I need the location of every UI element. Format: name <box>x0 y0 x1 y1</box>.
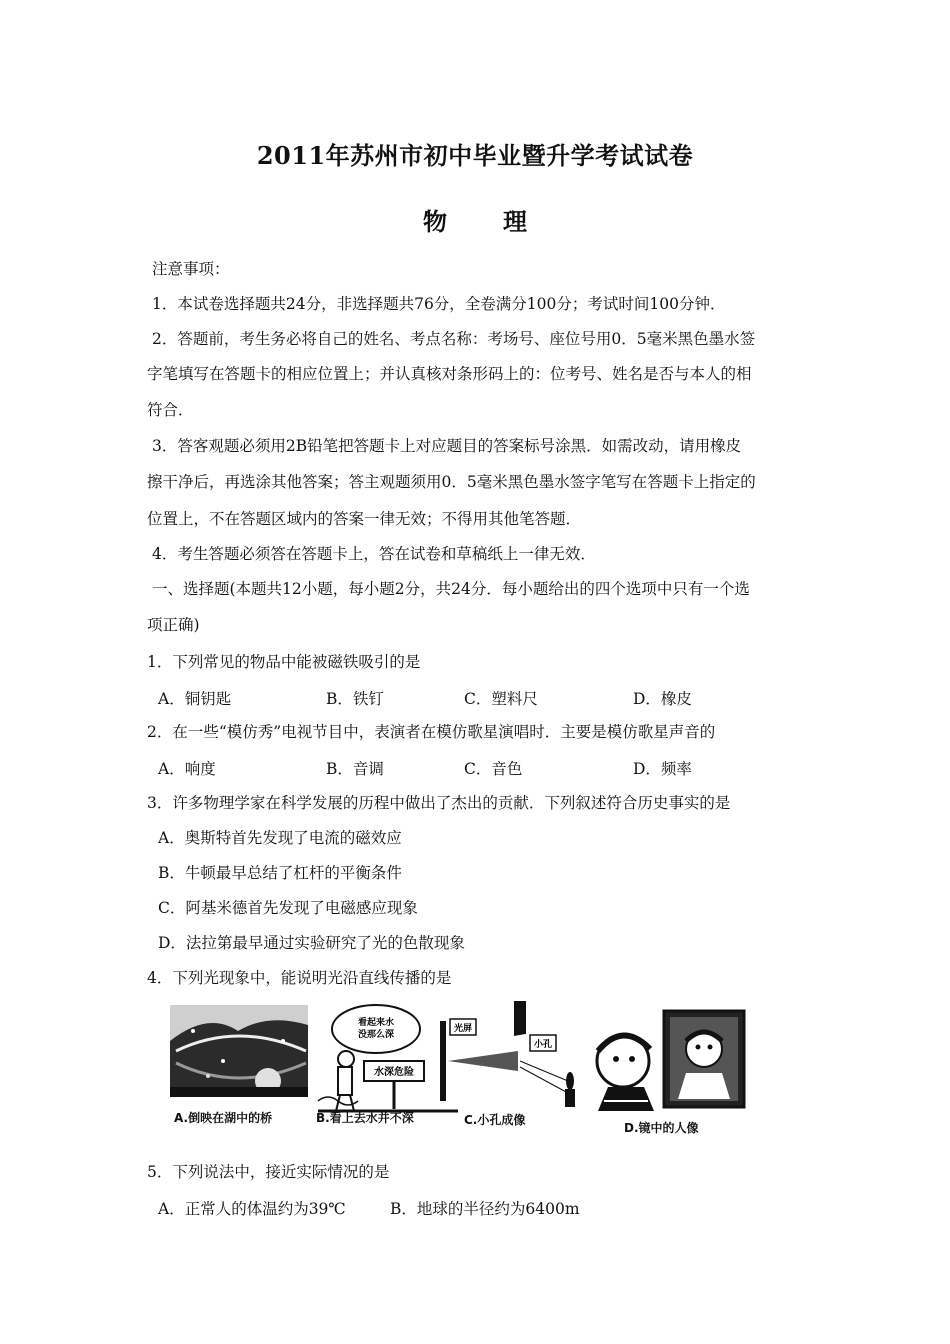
notice-item: 4．考生答题必须答在答题卡上，答在试卷和草稿纸上一律无效． <box>152 545 596 563</box>
question-1-stem: 1．下列常见的物品中能被磁铁吸引的是 <box>147 653 421 671</box>
question-1-options <box>158 687 778 707</box>
danger-sign-text: 水深危险 <box>374 1067 414 1078</box>
question-3-stem: 3．许多物理学家在科学发展的历程中做出了杰出的贡献．下列叙述符合历史事实的是 <box>147 794 731 812</box>
caption-a: A.倒映在湖中的桥 <box>174 1111 273 1125</box>
question-3-option-a: A．奥斯特首先发现了电流的磁效应 <box>158 829 402 847</box>
pinhole-label: 小孔 <box>533 1040 553 1050</box>
caption-c: C.小孔成像 <box>464 1113 526 1127</box>
question-3-option-d: D．法拉第最早通过实验研究了光的色散现象 <box>158 934 465 952</box>
option-b: B．铁钉 <box>326 690 384 708</box>
panel-d-mirror <box>597 1011 744 1111</box>
notice-item: 位置上，不在答题区域内的答案一律无效；不得用其他笔答题． <box>147 510 582 528</box>
notice-item: 2．答题前，考生务必将自己的姓名、考点名称：考场号、座位号用0．5毫米黑色墨水签 <box>152 330 756 348</box>
panel-c-pinhole <box>440 1001 575 1107</box>
subject-title: 物 理 <box>423 207 543 236</box>
section-heading-cont: 项正确) <box>147 616 200 634</box>
notice-item: 擦干净后，再选涂其他答案；答主观题须用0．5毫米黑色墨水签字笔写在答题卡上指定的 <box>147 473 756 491</box>
exam-title: 2011年苏州市初中毕业暨升学考试试卷 <box>256 141 694 170</box>
caption-b: B.看上去水并不深 <box>316 1111 414 1125</box>
section-heading: 一、选择题(本题共12小题，每小题2分，共24分．每小题给出的四个选项中只有一个选 <box>152 580 750 598</box>
notice-item: 符合． <box>147 401 194 419</box>
question-5-options <box>158 1197 778 1217</box>
question-3-option-b: B．牛顿最早总结了杠杆的平衡条件 <box>158 864 402 882</box>
option-d: D．橡皮 <box>633 690 692 708</box>
bubble-text-1: 看起来水 <box>357 1018 395 1028</box>
panel-a-bridge-reflection <box>170 1005 308 1097</box>
option-a: A．正常人的体温约为39℃ <box>158 1200 346 1218</box>
option-c: C．塑料尺 <box>464 690 538 708</box>
panel-b-water-depth <box>318 1005 458 1111</box>
bubble-text-2: 没那么深 <box>357 1030 395 1040</box>
notice-heading: 注意事项： <box>152 260 230 278</box>
question-4-figure <box>168 1001 750 1141</box>
question-4-stem: 4．下列光现象中，能说明光沿直线传播的是 <box>147 969 452 987</box>
question-2-options <box>158 757 778 777</box>
option-d: D．频率 <box>633 760 692 778</box>
option-c: C．音色 <box>464 760 523 778</box>
option-a: A．响度 <box>158 760 216 778</box>
question-3-option-c: C．阿基米德首先发现了电磁感应现象 <box>158 899 418 917</box>
question-5-stem: 5．下列说法中，接近实际情况的是 <box>147 1163 390 1181</box>
option-b: B．地球的半径约为6400m <box>390 1200 580 1218</box>
option-b: B．音调 <box>326 760 384 778</box>
option-a: A．铜钥匙 <box>158 690 232 708</box>
notice-item: 1．本试卷选择题共24分，非选择题共76分，全卷满分100分；考试时间100分钟． <box>152 295 726 313</box>
question-2-stem: 2．在一些“模仿秀”电视节目中，表演者在模仿歌星演唱时．主要是模仿歌星声音的 <box>147 723 716 741</box>
notice-item: 字笔填写在答题卡的相应位置上；并认真核对条形码上的：位考号、姓名是否与本人的相 <box>147 365 752 383</box>
notice-item: 3．答客观题必须用2B铅笔把答题卡上对应题目的答案标号涂黑．如需改动，请用橡皮 <box>152 437 742 455</box>
screen-label: 光屏 <box>453 1024 473 1034</box>
caption-d: D.镜中的人像 <box>624 1121 699 1135</box>
